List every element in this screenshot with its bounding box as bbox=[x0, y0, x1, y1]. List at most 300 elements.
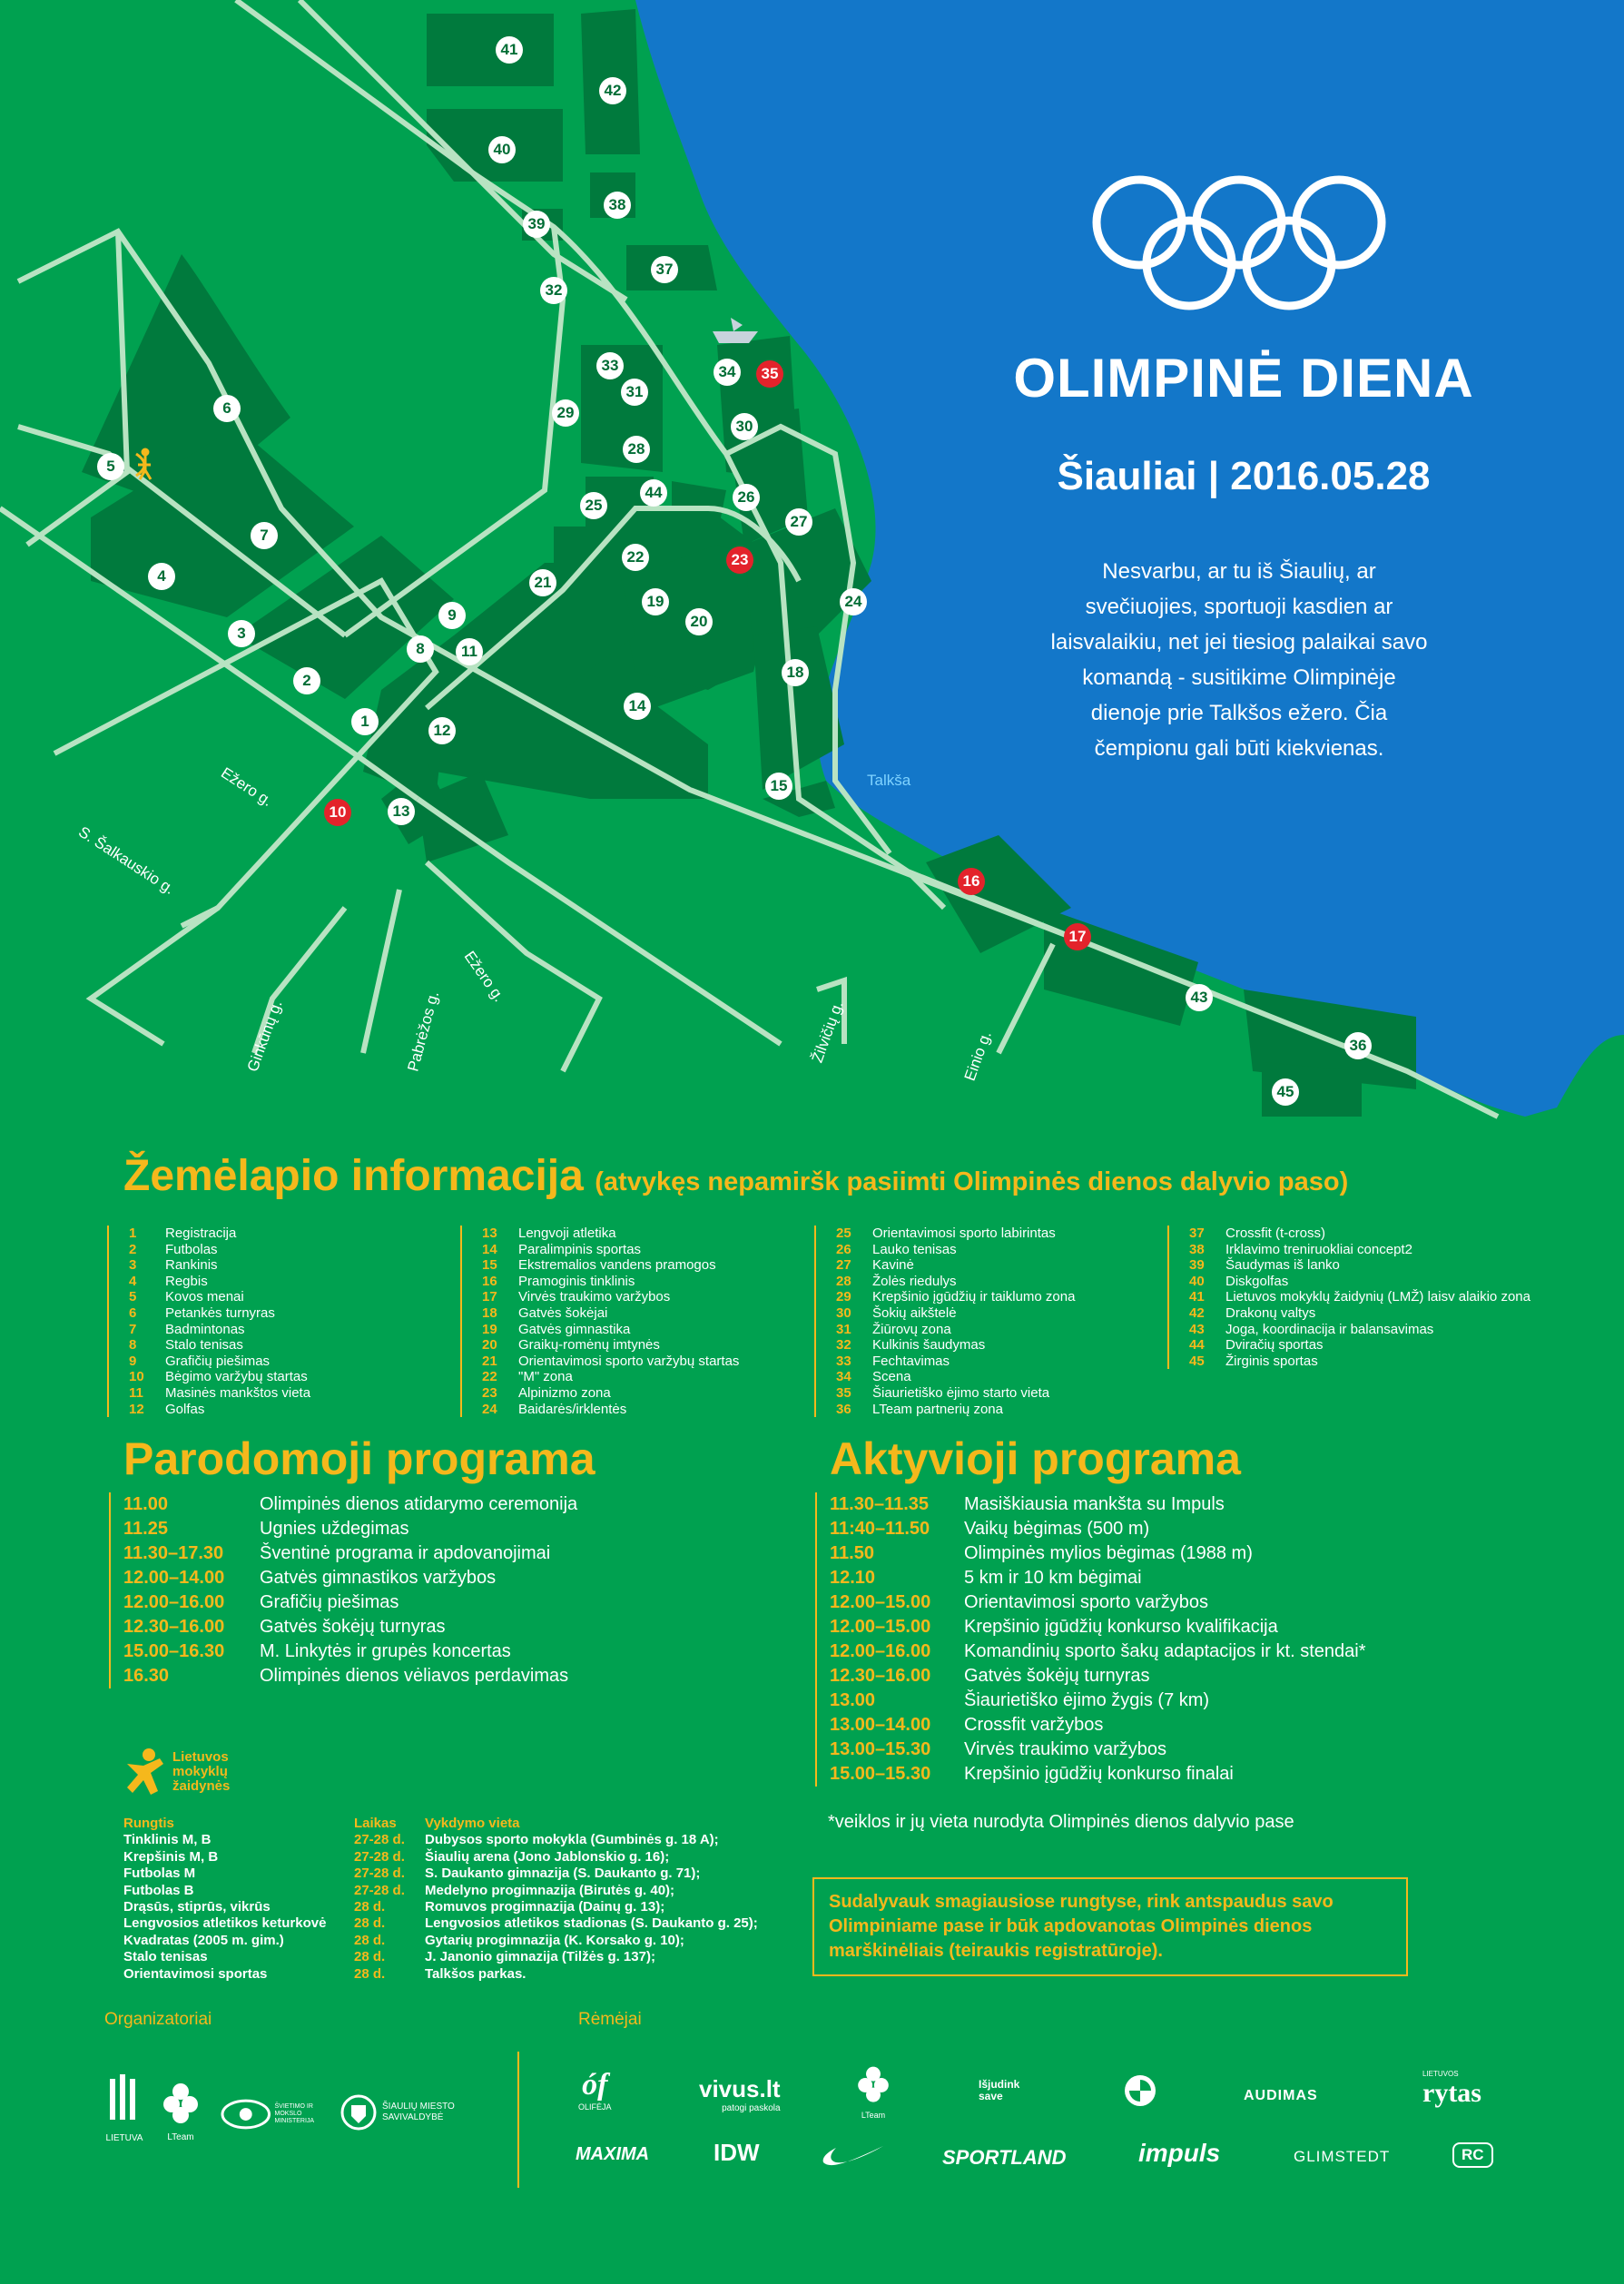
program-time: 11.50 bbox=[830, 1543, 874, 1563]
program-activity: Olimpinės mylios bėgimas (1988 m) bbox=[964, 1543, 1253, 1563]
demo-program-list bbox=[109, 1492, 577, 1688]
active-program-title: Aktyvioji programa bbox=[830, 1433, 1241, 1484]
legend-label: Žiūrovų zona bbox=[872, 1321, 951, 1337]
program-item bbox=[123, 1541, 577, 1566]
legend-number: 43 bbox=[1189, 1321, 1205, 1337]
map-marker-9: 9 bbox=[438, 602, 466, 629]
legend-item bbox=[129, 1322, 310, 1338]
lmz-cell: 27-28 d. bbox=[354, 1832, 405, 1848]
lmz-header: Laikas bbox=[354, 1816, 397, 1831]
legend-item bbox=[1189, 1257, 1530, 1274]
lmz-cell: Dubysos sporto mokykla (Gumbinės g. 18 A); bbox=[425, 1832, 719, 1848]
legend-item bbox=[1189, 1226, 1530, 1242]
legend-label: Alpinizmo zona bbox=[518, 1384, 611, 1401]
legend-item bbox=[1189, 1354, 1530, 1370]
lmz-row bbox=[123, 1832, 752, 1848]
program-time: 12.30–16.00 bbox=[123, 1617, 225, 1637]
program-item bbox=[123, 1517, 577, 1541]
map-marker-39: 39 bbox=[523, 211, 550, 238]
legend-label: Golfas bbox=[165, 1401, 205, 1417]
legend-item bbox=[129, 1402, 310, 1418]
map-marker-7: 7 bbox=[251, 522, 278, 549]
legend-label: Šokių aikštelė bbox=[872, 1304, 957, 1321]
legend-label: Masinės mankštos vieta bbox=[165, 1384, 311, 1401]
legend-number: 21 bbox=[482, 1353, 497, 1369]
footer-divider bbox=[517, 2052, 519, 2188]
boat-icon bbox=[713, 318, 758, 343]
legend-item bbox=[482, 1274, 739, 1290]
map-marker-12: 12 bbox=[428, 717, 456, 744]
program-time: 13.00 bbox=[830, 1690, 876, 1710]
lmz-header-row bbox=[123, 1816, 752, 1832]
lmz-cell: Drąsūs, stiprūs, vikrūs bbox=[123, 1899, 271, 1915]
legend-label: Ekstremalios vandens pramogos bbox=[518, 1257, 716, 1274]
legend-number: 10 bbox=[129, 1369, 144, 1385]
olympic-rings-icon bbox=[1089, 172, 1389, 318]
promo-box: Sudalyvauk smagiausiose rungtyse, rink antspaudus savo Olimpiniame pase ir būk apdovanotas Olimpinės dienos marškinėliais (teiraukis registratūroje). bbox=[812, 1877, 1408, 1976]
legend-item bbox=[129, 1337, 310, 1354]
program-item bbox=[123, 1590, 577, 1615]
organizer-siauliai: ŠIAULIŲ MIESTO SAVIVALDYBĖ bbox=[340, 2092, 468, 2132]
legend-label: Lengvoji atletika bbox=[518, 1226, 616, 1241]
program-activity: Šiaurietiško ėjimo žygis (7 km) bbox=[964, 1690, 1210, 1710]
lmz-cell: Medelyno progimnazija (Birutės g. 40); bbox=[425, 1882, 675, 1898]
legend-item bbox=[482, 1402, 739, 1418]
legend-note: (atvykęs nepamiršk pasiimti Olimpinės dienos dalyvio paso) bbox=[595, 1167, 1349, 1196]
legend-label: Irklavimo treniruokliai concept2 bbox=[1225, 1241, 1412, 1257]
map-marker-5: 5 bbox=[97, 453, 124, 480]
legend-item bbox=[482, 1322, 739, 1338]
program-item bbox=[830, 1762, 1365, 1787]
legend-item bbox=[836, 1402, 1075, 1418]
legend-label: "M" zona bbox=[518, 1369, 573, 1385]
program-time: 15.00–15.30 bbox=[830, 1764, 931, 1784]
active-program-list bbox=[815, 1492, 1365, 1787]
program-time: 16.30 bbox=[123, 1666, 170, 1686]
legend-item bbox=[482, 1305, 739, 1322]
program-activity: 5 km ir 10 km bėgimai bbox=[964, 1568, 1142, 1588]
program-item bbox=[830, 1615, 1365, 1639]
legend-label: Rankinis bbox=[165, 1257, 218, 1274]
lmz-cell: Krepšinis M, B bbox=[123, 1848, 219, 1865]
legend-number: 14 bbox=[482, 1241, 497, 1257]
map-marker-43: 43 bbox=[1186, 984, 1213, 1011]
lmz-row bbox=[123, 1883, 752, 1899]
legend-number: 44 bbox=[1189, 1337, 1205, 1354]
legend-number: 23 bbox=[482, 1384, 497, 1401]
legend-item bbox=[129, 1305, 310, 1322]
legend-number: 39 bbox=[1189, 1257, 1205, 1274]
lmz-row bbox=[123, 1915, 758, 1932]
legend-label: Grafičių piešimas bbox=[165, 1353, 271, 1369]
legend-item bbox=[1189, 1305, 1530, 1322]
legend-label: Crossfit (t-cross) bbox=[1225, 1226, 1325, 1241]
lietuva-pillars-icon bbox=[106, 2074, 143, 2129]
lmz-row bbox=[123, 1899, 752, 1915]
program-time: 11.00 bbox=[123, 1494, 168, 1514]
map-marker-21: 21 bbox=[529, 569, 556, 596]
map-marker-25: 25 bbox=[580, 492, 607, 519]
legend-label: Žolės riedulys bbox=[872, 1273, 957, 1289]
program-time: 11.30–17.30 bbox=[123, 1543, 224, 1563]
lmz-table bbox=[123, 1816, 758, 1983]
legend-label: Registracija bbox=[165, 1226, 237, 1241]
program-item bbox=[123, 1664, 577, 1688]
legend-column-3 bbox=[814, 1226, 1075, 1417]
organizer-ministry: ŠVIETIMO IR MOKSLO MINISTERIJA bbox=[221, 2099, 325, 2130]
lmz-cell: Stalo tenisas bbox=[123, 1949, 208, 1965]
program-activity: Gatvės šokėjų turnyras bbox=[260, 1617, 446, 1637]
legend-number: 34 bbox=[836, 1369, 851, 1385]
legend-number: 25 bbox=[836, 1226, 851, 1241]
legend-label: Gatvės šokėjai bbox=[518, 1304, 608, 1321]
map-marker-37: 37 bbox=[651, 256, 678, 283]
lmz-logo bbox=[123, 1747, 254, 1797]
map-marker-24: 24 bbox=[840, 588, 867, 615]
legend-number: 35 bbox=[836, 1384, 851, 1401]
legend-label: Petankės turnyras bbox=[165, 1304, 275, 1321]
legend-number: 38 bbox=[1189, 1241, 1205, 1257]
legend-label: Regbis bbox=[165, 1273, 208, 1289]
lmz-row bbox=[123, 1866, 752, 1882]
legend-number: 16 bbox=[482, 1273, 497, 1289]
legend-label: Šiaurietiško ėjimo starto vieta bbox=[872, 1384, 1050, 1401]
street-label: Žilvičių g. bbox=[808, 998, 847, 1066]
program-item bbox=[830, 1713, 1365, 1738]
legend-number: 40 bbox=[1189, 1273, 1205, 1289]
lmz-cell: Futbolas M bbox=[123, 1866, 196, 1882]
legend-label: Scena bbox=[872, 1369, 911, 1385]
map-marker-23: 23 bbox=[726, 546, 753, 574]
sponsor-rytas: LIETUVOS rytas bbox=[1422, 2070, 1481, 2108]
program-item bbox=[830, 1566, 1365, 1590]
legend-number: 5 bbox=[129, 1289, 137, 1305]
legend-item bbox=[1189, 1242, 1530, 1258]
street-label: Einio g. bbox=[960, 1029, 995, 1084]
program-time: 11:40–11.50 bbox=[830, 1519, 930, 1539]
legend-number: 18 bbox=[482, 1304, 497, 1321]
legend-item bbox=[836, 1305, 1075, 1322]
lmz-cell: J. Janonio gimnazija (Tilžės g. 137); bbox=[425, 1949, 655, 1965]
map-marker-4: 4 bbox=[148, 563, 175, 590]
legend-number: 27 bbox=[836, 1257, 851, 1274]
legend-label: Kavinė bbox=[872, 1257, 914, 1274]
organizers-label: Organizatoriai bbox=[104, 2010, 212, 2029]
archery-icon bbox=[136, 449, 151, 479]
map-marker-1: 1 bbox=[351, 708, 379, 735]
legend-item bbox=[129, 1354, 310, 1370]
program-time: 13.00–15.30 bbox=[830, 1739, 931, 1759]
program-item bbox=[123, 1566, 577, 1590]
map-marker-19: 19 bbox=[642, 588, 669, 615]
lteam-flower-icon bbox=[857, 2064, 890, 2106]
legend-number: 4 bbox=[129, 1273, 137, 1289]
legend-label: Pramoginis tinklinis bbox=[518, 1273, 635, 1289]
legend-column-2 bbox=[460, 1226, 739, 1417]
program-item bbox=[123, 1639, 577, 1664]
legend-number: 13 bbox=[482, 1226, 497, 1241]
nike-swoosh-icon bbox=[822, 2142, 885, 2170]
lmz-header: Vykdymo vieta bbox=[425, 1816, 520, 1831]
map-marker-17: 17 bbox=[1064, 923, 1091, 950]
program-item bbox=[830, 1688, 1365, 1713]
program-time: 12.00–15.00 bbox=[830, 1617, 931, 1637]
lmz-cell: Romuvos progimnazija (Dainų g. 13); bbox=[425, 1899, 665, 1915]
legend-item bbox=[129, 1289, 310, 1305]
map-marker-40: 40 bbox=[488, 136, 516, 163]
map-marker-31: 31 bbox=[621, 379, 648, 406]
program-item bbox=[123, 1492, 577, 1517]
page-title: OLIMPINĖ DIENA bbox=[1013, 348, 1474, 409]
legend-item bbox=[129, 1274, 310, 1290]
legend-number: 29 bbox=[836, 1289, 851, 1305]
street-label: S. Šalkauskio g. bbox=[75, 822, 178, 898]
lmz-cell: Šiaulių arena (Jono Jablonskio g. 16); bbox=[425, 1848, 670, 1865]
legend-item bbox=[836, 1242, 1075, 1258]
legend-label: Dviračių sportas bbox=[1225, 1337, 1324, 1354]
legend-item bbox=[836, 1274, 1075, 1290]
legend-number: 28 bbox=[836, 1273, 851, 1289]
map-marker-2: 2 bbox=[293, 667, 320, 694]
map-marker-6: 6 bbox=[213, 395, 241, 422]
program-item bbox=[123, 1615, 577, 1639]
legend-label: Badmintonas bbox=[165, 1321, 245, 1337]
lmz-header: Rungtis bbox=[123, 1816, 174, 1831]
legend-number: 41 bbox=[1189, 1289, 1205, 1305]
legend-number: 42 bbox=[1189, 1304, 1205, 1321]
lmz-cell: 27-28 d. bbox=[354, 1848, 405, 1865]
legend-label: Šaudymas iš lanko bbox=[1225, 1257, 1340, 1274]
legend-number: 17 bbox=[482, 1289, 497, 1305]
program-time: 12.10 bbox=[830, 1568, 876, 1588]
organizer-lietuva: LIETUVA bbox=[102, 2074, 147, 2143]
program-activity: Vaikų bėgimas (500 m) bbox=[964, 1519, 1150, 1539]
legend-number: 37 bbox=[1189, 1226, 1205, 1241]
legend-number: 19 bbox=[482, 1321, 497, 1337]
legend-item bbox=[1189, 1289, 1530, 1305]
event-date: Šiauliai | 2016.05.28 bbox=[1057, 454, 1431, 498]
legend-item bbox=[836, 1257, 1075, 1274]
legend-label: Lietuvos mokyklų žaidynių (LMŽ) laisv alaikio zona bbox=[1225, 1289, 1530, 1305]
legend-item bbox=[129, 1385, 310, 1402]
program-activity: Krepšinio įgūdžių konkurso finalai bbox=[964, 1764, 1234, 1784]
legend-number: 2 bbox=[129, 1241, 137, 1257]
map-marker-13: 13 bbox=[388, 798, 415, 825]
legend-heading bbox=[123, 1151, 1348, 1201]
sponsor-olifeja: óf OLIFĖJA bbox=[578, 2068, 612, 2112]
program-activity: Gatvės gimnastikos varžybos bbox=[260, 1568, 497, 1588]
program-item bbox=[830, 1517, 1365, 1541]
program-activity: Grafičių piešimas bbox=[260, 1592, 399, 1612]
legend-label: Stalo tenisas bbox=[165, 1337, 243, 1354]
map-marker-22: 22 bbox=[622, 544, 649, 571]
program-time: 12.30–16.00 bbox=[830, 1666, 931, 1686]
ministry-emblem-icon bbox=[221, 2099, 271, 2130]
lmz-figure-icon bbox=[123, 1747, 167, 1797]
lmz-cell: Talkšos parkas. bbox=[425, 1965, 527, 1982]
organizer-lteam: LTeam bbox=[161, 2081, 201, 2142]
legend-label: Drakonų valtys bbox=[1225, 1304, 1316, 1321]
legend-label: Gatvės gimnastika bbox=[518, 1321, 631, 1337]
legend-item bbox=[836, 1226, 1075, 1242]
street-label: Pabrėžos g. bbox=[404, 989, 443, 1074]
lmz-cell: 28 d. bbox=[354, 1965, 386, 1982]
sponsor-vivus: vivus.lt patogi paskola bbox=[699, 2075, 781, 2113]
lmz-cell: 28 d. bbox=[354, 1915, 386, 1932]
program-activity: Krepšinio įgūdžių konkurso kvalifikacija bbox=[964, 1617, 1278, 1637]
legend-item bbox=[836, 1322, 1075, 1338]
legend-label: Joga, koordinacija ir balansavimas bbox=[1225, 1321, 1434, 1337]
lmz-cell: Lengvosios atletikos stadionas (S. Daukanto g. 25); bbox=[425, 1915, 758, 1932]
legend-item bbox=[482, 1369, 739, 1385]
legend-label: Žirginis sportas bbox=[1225, 1353, 1318, 1369]
sponsor-isjudink: Išjudink save bbox=[979, 2078, 1020, 2102]
active-program-footnote: *veiklos ir jų vieta nurodyta Olimpinės dienos dalyvio pase bbox=[828, 1812, 1294, 1832]
map-marker-33: 33 bbox=[596, 352, 624, 379]
program-time: 11.30–11.35 bbox=[830, 1494, 930, 1514]
program-time: 12.00–16.00 bbox=[123, 1592, 225, 1612]
legend-label: Orientavimosi sporto labirintas bbox=[872, 1226, 1056, 1241]
legend-number: 22 bbox=[482, 1369, 497, 1385]
program-time: 13.00–14.00 bbox=[830, 1715, 931, 1735]
legend-number: 33 bbox=[836, 1353, 851, 1369]
legend-item bbox=[482, 1337, 739, 1354]
lmz-cell: 28 d. bbox=[354, 1949, 386, 1965]
program-activity: Ugnies uždegimas bbox=[260, 1519, 409, 1539]
legend-number: 8 bbox=[129, 1337, 137, 1354]
lmz-cell: Gytarių progimnazija (K. Korsako g. 10); bbox=[425, 1932, 684, 1948]
legend-number: 11 bbox=[129, 1384, 143, 1401]
legend-label: Graikų-romėnų imtynės bbox=[518, 1337, 660, 1354]
program-time: 12.00–16.00 bbox=[830, 1641, 931, 1661]
program-activity: Olimpinės dienos atidarymo ceremonija bbox=[260, 1494, 578, 1514]
map-marker-45: 45 bbox=[1272, 1078, 1299, 1106]
map-marker-41: 41 bbox=[496, 36, 523, 64]
sponsor-audimas: AUDIMAS bbox=[1244, 2088, 1318, 2103]
legend-label: Diskgolfas bbox=[1225, 1273, 1289, 1289]
legend-item bbox=[836, 1369, 1075, 1385]
legend-number: 7 bbox=[129, 1321, 137, 1337]
program-activity: Komandinių sporto šakų adaptacijos ir kt. stendai* bbox=[964, 1641, 1366, 1661]
legend-item bbox=[836, 1337, 1075, 1354]
map-marker-29: 29 bbox=[552, 399, 579, 427]
lmz-cell: 27-28 d. bbox=[354, 1882, 405, 1898]
legend-number: 20 bbox=[482, 1337, 497, 1354]
program-item bbox=[830, 1492, 1365, 1517]
program-item bbox=[830, 1664, 1365, 1688]
program-item bbox=[830, 1590, 1365, 1615]
program-activity: Šventinė programa ir apdovanojimai bbox=[260, 1543, 551, 1563]
program-activity: Virvės traukimo varžybos bbox=[964, 1739, 1167, 1759]
legend-number: 31 bbox=[836, 1321, 851, 1337]
program-time: 11.25 bbox=[123, 1519, 168, 1539]
legend-label: Baidarės/irklentės bbox=[518, 1401, 627, 1417]
legend-number: 30 bbox=[836, 1304, 851, 1321]
legend-item bbox=[482, 1354, 739, 1370]
legend-item bbox=[836, 1354, 1075, 1370]
legend-number: 45 bbox=[1189, 1353, 1205, 1369]
sponsors-label: Rėmėjai bbox=[578, 2010, 642, 2029]
program-item bbox=[830, 1541, 1365, 1566]
map-marker-26: 26 bbox=[733, 484, 760, 511]
map-marker-42: 42 bbox=[599, 77, 626, 104]
lmz-row bbox=[123, 1949, 752, 1965]
lake-label: Talkša bbox=[867, 772, 911, 789]
legend-item bbox=[482, 1242, 739, 1258]
map-marker-15: 15 bbox=[765, 773, 792, 800]
lmz-row bbox=[123, 1933, 752, 1949]
lmz-cell: S. Daukanto gimnazija (S. Daukanto g. 71); bbox=[425, 1866, 701, 1882]
legend-number: 6 bbox=[129, 1304, 137, 1321]
legend-number: 15 bbox=[482, 1257, 497, 1274]
lmz-cell: Lengvosios atletikos keturkovė bbox=[123, 1915, 327, 1932]
sponsor-maxima: MAXIMA bbox=[576, 2144, 650, 2164]
program-time: 15.00–16.30 bbox=[123, 1641, 225, 1661]
street-label: Ginkūnų g. bbox=[243, 998, 286, 1075]
lmz-cell: Kvadratas (2005 m. gim.) bbox=[123, 1932, 284, 1948]
lmz-cell: Tinklinis M, B bbox=[123, 1832, 212, 1848]
map-marker-30: 30 bbox=[731, 413, 758, 440]
legend-number: 24 bbox=[482, 1401, 497, 1417]
map-marker-18: 18 bbox=[782, 659, 809, 686]
sponsor-glimstedt: GLIMSTEDT bbox=[1294, 2148, 1391, 2165]
legend-label: Paralimpinis sportas bbox=[518, 1241, 642, 1257]
program-time: 12.00–14.00 bbox=[123, 1568, 225, 1588]
map-marker-27: 27 bbox=[785, 508, 812, 536]
legend-number: 26 bbox=[836, 1241, 851, 1257]
legend-number: 36 bbox=[836, 1401, 851, 1417]
lmz-row bbox=[123, 1849, 752, 1866]
siauliai-coat-of-arms-icon bbox=[340, 2092, 377, 2132]
legend-item bbox=[129, 1226, 310, 1242]
map-marker-32: 32 bbox=[540, 277, 567, 304]
legend-label: Futbolas bbox=[165, 1241, 218, 1257]
legend-title: Žemėlapio informacija bbox=[123, 1152, 584, 1200]
map-marker-3: 3 bbox=[228, 620, 255, 647]
map-marker-11: 11 bbox=[456, 638, 483, 665]
map-marker-8: 8 bbox=[407, 635, 434, 663]
legend-number: 12 bbox=[129, 1401, 144, 1417]
legend-item bbox=[482, 1257, 739, 1274]
program-activity: Masiškiausia mankšta su Impuls bbox=[964, 1494, 1225, 1514]
sponsor-idw: IDW bbox=[714, 2139, 760, 2166]
program-activity: M. Linkytės ir grupės koncertas bbox=[260, 1641, 511, 1661]
bmw-logo-icon bbox=[1123, 2073, 1157, 2108]
program-item bbox=[830, 1738, 1365, 1762]
map-marker-14: 14 bbox=[624, 693, 651, 720]
legend-number: 9 bbox=[129, 1353, 137, 1369]
lmz-cell: 28 d. bbox=[354, 1899, 386, 1915]
legend-label: Orientavimosi sporto varžybų startas bbox=[518, 1353, 740, 1369]
lmz-row bbox=[123, 1966, 752, 1983]
map-marker-10: 10 bbox=[324, 799, 351, 826]
demo-program-title: Parodomoji programa bbox=[123, 1433, 595, 1484]
legend-label: Fechtavimas bbox=[872, 1353, 950, 1369]
program-activity: Orientavimosi sporto varžybos bbox=[964, 1592, 1208, 1612]
lmz-cell: Futbolas B bbox=[123, 1882, 194, 1898]
legend-item bbox=[1189, 1322, 1530, 1338]
legend-number: 32 bbox=[836, 1337, 851, 1354]
map-marker-20: 20 bbox=[685, 608, 713, 635]
legend-column-1 bbox=[107, 1226, 310, 1417]
legend-item bbox=[836, 1385, 1075, 1402]
legend-item bbox=[836, 1289, 1075, 1305]
legend-item bbox=[1189, 1337, 1530, 1354]
lmz-cell: 27-28 d. bbox=[354, 1866, 405, 1882]
legend-item bbox=[482, 1289, 739, 1305]
legend-item bbox=[482, 1385, 739, 1402]
lmz-cell: Orientavimosi sportas bbox=[123, 1965, 268, 1982]
